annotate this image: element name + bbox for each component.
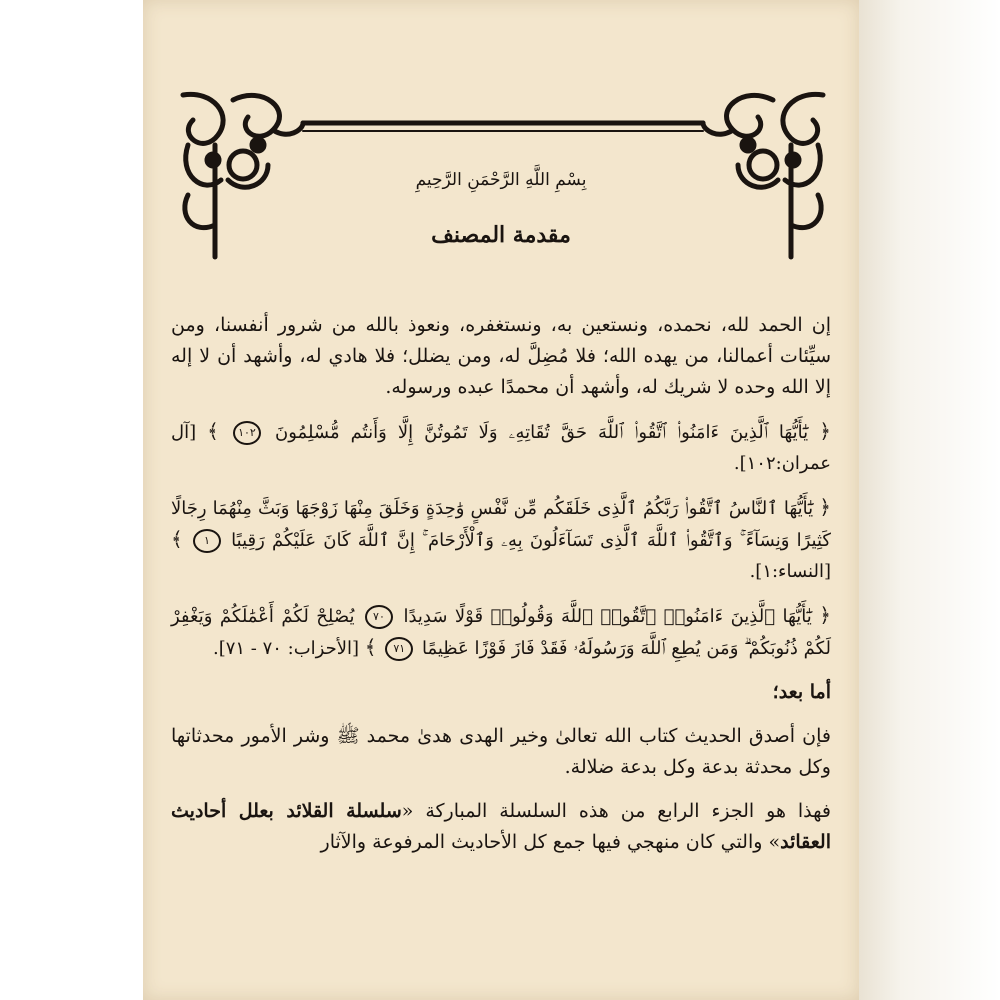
page-edge	[859, 0, 1000, 1000]
verse-close-bracket: ﴾	[364, 635, 377, 659]
ayah-number-marker: ١٠٢	[233, 421, 261, 445]
ayah-number-marker: ٧١	[385, 637, 413, 661]
series-text-end: » والتي كان منهجي فيها جمع كل الأحاديث المرفوعة والآثار	[320, 831, 781, 853]
ayah-number-marker: ١	[193, 529, 221, 553]
opening-paragraph: إن الحمد لله، نحمده، ونستعين به، ونستغفره، ونعوذ بالله من شرور أنفسنا، ومن سيِّئات أعمالنا، من يهده الله؛ فلا مُضِلَّ له، ومن يضلل؛ فلا هادي له، وأشهد أن لا إله إلا الله وحده لا شريك له، وأشهد أن محمدًا عبده ورسوله.	[171, 314, 831, 398]
verse-open-bracket: ﴿	[819, 495, 831, 519]
series-paragraph	[171, 796, 831, 858]
verse-text: يَٰٓأَيُّهَا ٱلَّذِينَ ءَامَنُوا۟ ٱتَّقُوا۟ ٱللَّهَ حَقَّ تُقَاتِهِۦ وَلَا تَمُوتُنَّ إِلَّا وَأَنتُم مُّسْلِمُونَ	[275, 422, 809, 443]
verse-text: يَٰٓأَيُّهَا ٱلنَّاسُ ٱتَّقُوا۟ رَبَّكُمُ ٱلَّذِى خَلَقَكُم مِّن نَّفْسٍ وَٰحِدَةٍ وَخَلَقَ مِنْهَا زَوْجَهَا وَبَثَّ مِنْهُمَا رِجَالًا كَثِيرًا وَنِسَآءً ۚ وَٱتَّقُوا۟ ٱللَّهَ ٱلَّذِى تَسَآءَلُونَ بِهِۦ وَٱلْأَرْحَامَ ۚ إِنَّ ٱللَّهَ كَانَ عَلَيْكُمْ رَقِيبًا	[171, 498, 831, 551]
verse-reference: [آل عمران:١٠٢].	[171, 422, 831, 474]
verse-open-bracket: ﴿	[819, 603, 831, 627]
verse-al-ahzab	[171, 600, 831, 664]
verse-open-bracket: ﴿	[819, 419, 831, 443]
basmala: بِسْمِ اللَّهِ الرَّحْمَنِ الرَّحِيمِ	[415, 170, 587, 190]
verse-aal-imran	[171, 416, 831, 479]
series-title: سلسلة القلائد بعلل أحاديث العقائد	[171, 800, 831, 853]
ayah-number-marker: ٧٠	[365, 605, 393, 629]
verse-an-nisa	[171, 492, 831, 587]
verse-close-bracket: ﴾	[171, 527, 183, 551]
series-text-start: فهذا هو الجزء الرابع من هذه السلسلة المباركة «	[401, 800, 831, 822]
page-title: مقدمة المصنف	[431, 222, 571, 248]
verse-close-bracket: ﴾	[207, 419, 219, 443]
verse-text: يَٰٓأَيُّهَا ٱلَّذِينَ ءَامَنُوا۟ ٱتَّقُوا۟ ٱللَّهَ وَقُولُوا۟ قَوْلًا سَدِيدًا	[403, 606, 812, 627]
verse-reference: [الأحزاب: ٧٠ - ٧١].	[212, 638, 360, 659]
verse-text: يُصْلِحْ لَكُمْ أَعْمَٰلَكُمْ وَيَغْفِرْ لَكُمْ ذُنُوبَكُمْ ۗ وَمَن يُطِعِ ٱللَّهَ وَرَسُولَهُۥ فَقَدْ فَازَ فَوْزًا عَظِيمًا	[171, 606, 831, 659]
book-page	[143, 0, 859, 1000]
hadith-paragraph: فإن أصدق الحديث كتاب الله تعالىٰ وخير الهدى هدىٰ محمد ﷺ وشر الأمور محدثاتها وكل محدثة بدعة وكل بدعة ضلالة.	[171, 725, 831, 778]
verse-reference: [النساء:١].	[749, 561, 831, 582]
amma-bad-heading: أما بعد؛	[772, 681, 831, 703]
page-body	[171, 310, 831, 871]
